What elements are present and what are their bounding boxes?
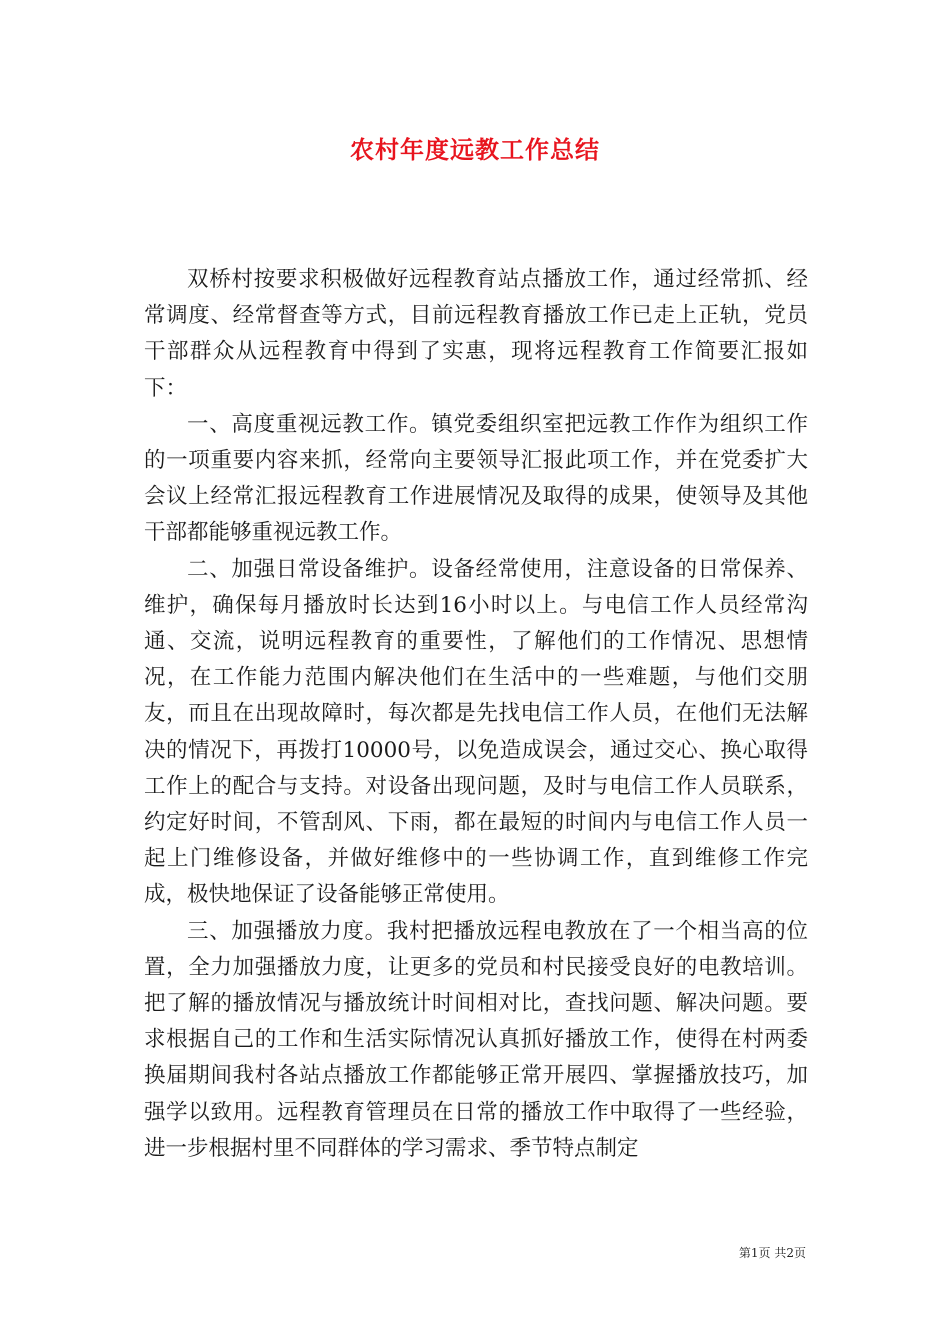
paragraph-intro: 双桥村按要求积极做好远程教育站点播放工作，通过经常抓、经常调度、经常督查等方式，目前远程教育播放工作已走上正轨，党员干部群众从远程教育中得到了实惠，现将远程教育工作简要汇报如下： — [144, 267, 808, 401]
paragraph-section-2: 二、加强日常设备维护。设备经常使用，注意设备的日常保养、维护，确保每月播放时长达到16小时以上。与电信工作人员经常沟通、交流，说明远程教育的重要性，了解他们的工作情况、思想情况，在工作能力范围内解决他们在生活中的一些难题，与他们交朋友，而且在出现故障时，每次都是先找电信工作人员，在他们无法解决的情况下，再拨打10000号，以免造成误会，通过交心、换心取得工作上的配合与支持。对设备出现问题，及时与电信工作人员联系，约定好时间，不管刮风、下雨，都在最短的时间内与电信工作人员一起上门维修设备，并做好维修中的一些协调工作，直到维修工作完成，极快地保证了设备能够正常使用。 — [144, 556, 808, 908]
document-body — [144, 262, 808, 1167]
page-number: 第1页 共2页 — [738, 1246, 806, 1260]
paragraph-section-1: 一、高度重视远教工作。镇党委组织室把远教工作作为组织工作的一项重要内容来抓，经常向主要领导汇报此项工作，并在党委扩大会议上经常汇报远程教育工作进展情况及取得的成果，使领导及其他干部都能够重视远教工作。 — [144, 411, 808, 546]
document-title: 农村年度远教工作总结 — [350, 135, 600, 164]
paragraph-section-3: 三、加强播放力度。我村把播放远程电教放在了一个相当高的位置，全力加强播放力度，让更多的党员和村民接受良好的电教培训。把了解的播放情况与播放统计时间相对比，查找问题、解决问题。要求根据自己的工作和生活实际情况认真抓好播放工作，使得在村两委换届期间我村各站点播放工作都能够正常开展四、掌握播放技巧，加强学以致用。远程教育管理员在日常的播放工作中取得了一些经验，进一步根据村里不同群体的学习需求、季节特点制定 — [144, 918, 808, 1161]
